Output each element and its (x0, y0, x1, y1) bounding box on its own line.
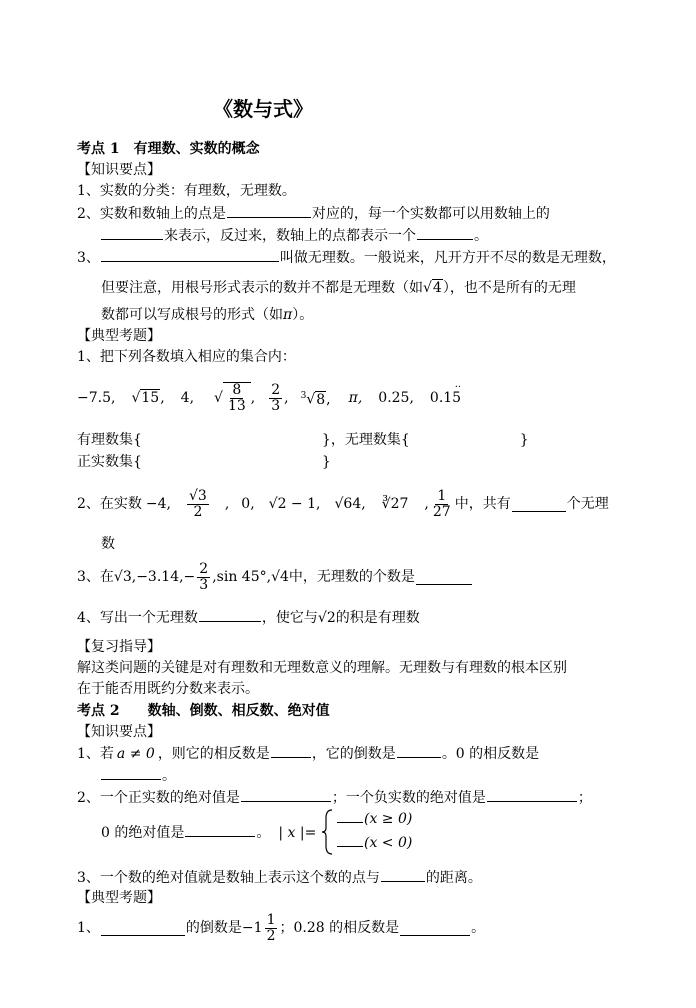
brace-icon (320, 808, 334, 856)
num-item: $\frac{1}{27}$ (432, 487, 451, 520)
s1-knowledge-label: 【知识要点】 (77, 162, 161, 178)
case-1: (x ≥ 0) (364, 811, 413, 827)
num-item: √2 − 1, (268, 496, 321, 512)
text: 3、在 (77, 569, 114, 585)
s1-set-rational (77, 430, 529, 450)
num-item: 0.15 ·· (429, 382, 462, 406)
text: 。 (256, 825, 271, 841)
s1-q4 (77, 607, 420, 628)
text: }，无理数集{ (321, 432, 410, 448)
text: 的倒数是 (185, 920, 242, 936)
text: 4、写出一个无理数 (77, 610, 198, 626)
text: 。 (162, 768, 176, 784)
blank (101, 225, 163, 240)
text: } (321, 454, 331, 470)
blank (101, 765, 161, 780)
blank (101, 247, 279, 262)
text: ；一个负实数的绝对值是 (331, 790, 486, 806)
text: √2 (317, 610, 336, 626)
blank (337, 834, 363, 847)
s2-typical-label: 【典型考题】 (77, 890, 161, 906)
text: ，使它与 (261, 610, 318, 626)
s1-point2-line1 (77, 203, 550, 224)
s1-q2-line1: 2、在实数 −4, $\frac{√3}{2}$ , 0, √2 − 1, √64, ∛27 , $\frac{1}{27}$ 中，共有 个无理 (77, 487, 609, 520)
num-item: π, (348, 390, 363, 406)
text: 0 的绝对值是 (101, 825, 185, 841)
s1-q2-line2: 数 (101, 536, 115, 552)
num-item: ∛27 (381, 496, 409, 512)
text: 3、一个数的绝对值就是数轴上表示这个数的点与 (77, 870, 380, 886)
blank (487, 787, 577, 802)
num-item: 0.25, (378, 390, 414, 406)
text: √3,−3.14,− (113, 569, 196, 585)
text: 但要注意，用根号形式表示的数并不都是无理数（如 (101, 280, 423, 296)
text: 正实数集{ (77, 454, 142, 470)
page-title: 《数与式》 (213, 97, 313, 121)
text: 1、若 (77, 746, 114, 762)
s1-q1-numbers (77, 376, 461, 420)
text: 有理数集{ (77, 432, 142, 448)
text: −1 (241, 920, 263, 936)
blank (416, 570, 472, 585)
s1-point3-line3 (101, 305, 313, 325)
s1-guide-line1: 解这类问题的关键是对有理数和无理数意义的理解。无理数与有理数的根本区别 (77, 660, 567, 676)
text: 数都可以写成根号的形式（如 (101, 307, 283, 323)
num-item: 0, (241, 496, 255, 512)
s1-set-positive (77, 452, 331, 472)
num-item: √64, (334, 496, 366, 512)
fraction: $\frac{2}{3}$ (199, 560, 209, 593)
text: 1、 (77, 920, 100, 936)
s1-point2-line2 (77, 225, 488, 246)
case-2: (x < 0) (364, 835, 413, 851)
text: 个无理 (566, 496, 609, 512)
s1-point3-line2: 但要注意，用根号形式表示的数并不都是无理数（如√4），也不是所有的无理 (101, 280, 576, 296)
num-item: −4, (145, 496, 172, 512)
text: } (519, 432, 529, 448)
text: 中，无理数的个数是 (288, 569, 415, 585)
num-item: $\frac{√3}{2}$ (189, 487, 207, 520)
text: ），也不是所有的无理 (442, 280, 576, 296)
text: 的距离。 (425, 870, 482, 886)
s2-point3 (77, 867, 482, 888)
text: 。 (471, 920, 486, 936)
text: ，它的倒数是 (311, 746, 396, 762)
s2-point2-line1 (77, 787, 592, 808)
text: ； (577, 790, 592, 806)
text: 叫做无理数。一般说来，凡开方开不尽的数是无理数， (279, 250, 616, 266)
text: 。0 的相反数是 (441, 746, 540, 762)
blank (241, 787, 331, 802)
blank (417, 225, 473, 240)
s1-q3 (77, 562, 473, 592)
s1-guide-line2: 在于能否用既约分数来表示。 (77, 681, 259, 697)
section2-heading: 考点 2 数轴、倒数、相反数、绝对值 (77, 703, 330, 719)
s1-q1: 1、把下列各数填入相应的集合内： (77, 349, 296, 365)
fraction: $\frac{1}{2}$ (266, 911, 276, 944)
text: 3、 (77, 250, 100, 266)
blank (271, 743, 311, 758)
text: ；0.28 的相反数是 (279, 920, 400, 936)
blank (512, 497, 566, 512)
s1-typical-label: 【典型考题】 (77, 328, 161, 344)
blank (185, 822, 255, 837)
s2-point1-line2 (77, 765, 176, 786)
num-item: √15, (131, 390, 165, 406)
blank (337, 810, 363, 823)
text: ，则它的相反数是 (157, 746, 270, 762)
s1-point1: 1、实数的分类：有理数，无理数。 (77, 183, 296, 199)
blank (199, 607, 261, 622)
num-item: $\frac{2}{3}$ , (271, 381, 289, 414)
text: 2、一个正实数的绝对值是 (77, 790, 240, 806)
text: 2、实数和数轴上的点是 (77, 206, 226, 222)
num-item: −7.5, (77, 390, 116, 406)
text: 2、在实数 (77, 496, 142, 512)
pi-symbol: π (283, 307, 293, 323)
s2-q1 (77, 910, 485, 946)
abs-expr: | x |= (278, 825, 317, 841)
text: 的积是有理数 (335, 610, 420, 626)
s2-point2-line2 (101, 822, 316, 843)
text: ）。 (292, 307, 314, 323)
text: ,sin 45°,√4 (212, 569, 289, 585)
num-item: √ $\frac{8}{13}$ , (214, 382, 256, 414)
blank (381, 867, 425, 882)
section1-heading: 考点 1 有理数、实数的概念 (77, 141, 260, 157)
num-item: 4, (180, 390, 195, 406)
s2-point1-line1 (77, 743, 539, 764)
piecewise-brace (320, 808, 413, 856)
blank (400, 921, 470, 936)
num-item: $^3$√8, (300, 391, 331, 408)
s1-point3-line1 (77, 247, 616, 268)
blank (227, 203, 311, 218)
text: 对应的，每一个实数都可以用数轴上的 (311, 206, 550, 222)
text: 中，共有 (454, 496, 511, 512)
blank (101, 921, 185, 936)
blank (397, 743, 441, 758)
s1-review-label: 【复习指导】 (77, 639, 161, 655)
text: 来表示，反过来，数轴上的点都表示一个 (164, 228, 416, 244)
text: 。 (474, 228, 488, 244)
s2-knowledge-label: 【知识要点】 (77, 724, 161, 740)
math: a ≠ 0 (116, 746, 155, 762)
